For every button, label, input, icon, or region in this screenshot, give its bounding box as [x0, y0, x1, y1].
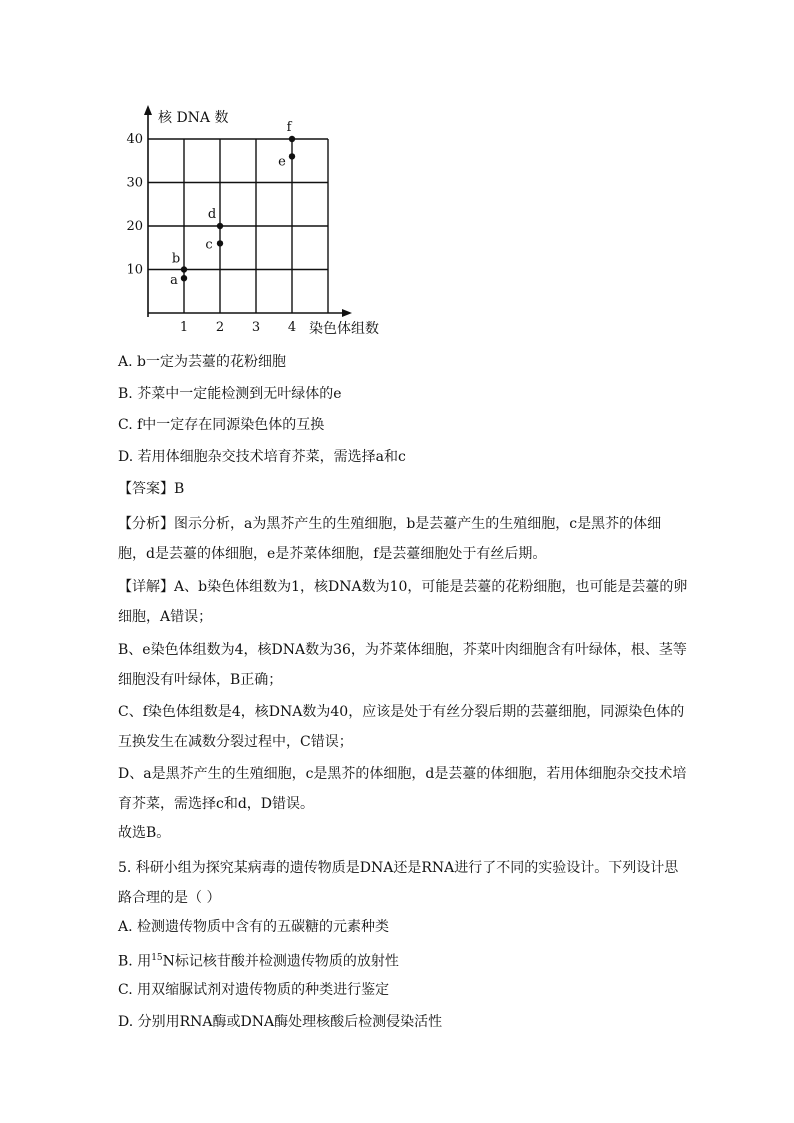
point-f — [289, 136, 295, 142]
q5-option-c: C. 用双缩脲试剂对遗传物质的种类进行鉴定 — [118, 982, 390, 998]
q4-detail-c: C、f染色体组数是4，核DNA数为40，应该是处于有丝分裂后期的芸薹细胞，同源染色体的互换发生在减数分裂过程中，C错误； — [118, 704, 685, 750]
q5-option-b-post: N标记核苷酸并检测遗传物质的放射性 — [162, 953, 399, 970]
y-axis-arrow — [144, 105, 152, 115]
y-axis-label: 核 DNA 数 — [158, 110, 229, 126]
q4-option-b: B. 芥菜中一定能检测到无叶绿体的e — [118, 386, 342, 402]
x-axis-arrow — [342, 309, 352, 317]
point-e — [289, 153, 295, 159]
q5-option-b-superscript: 15 — [151, 953, 163, 963]
point-a — [181, 275, 187, 281]
x-tick-label: 4 — [287, 320, 297, 335]
q5-option-a: A. 检测遗传物质中含有的五碳糖的元素种类 — [118, 919, 390, 935]
y-tick-label: 10 — [126, 262, 143, 278]
x-tick-label: 3 — [251, 320, 261, 335]
q4-detail-a: 【详解】A、b染色体组数为1，核DNA数为10，可能是芸薹的花粉细胞，也可能是芸薹的卵细胞，A错误； — [118, 579, 688, 625]
point-b — [181, 266, 187, 272]
q4-option-a: A. b一定为芸薹的花粉细胞 — [118, 354, 286, 370]
point-label-d: d — [207, 207, 217, 222]
point-label-e: e — [278, 154, 286, 170]
point-label-a: a — [170, 273, 178, 289]
point-c — [217, 240, 223, 246]
point-label-b: b — [171, 251, 181, 267]
y-tick-label: 30 — [126, 175, 143, 191]
q4-detail-b: B、e染色体组数为4，核DNA数为36，为芥菜体细胞，芥菜叶肉细胞含有叶绿体，根、茎等细胞没有叶绿体，B正确； — [118, 642, 687, 688]
x-tick-label: 1 — [179, 320, 189, 335]
q5-option-b-pre: B. 用 — [118, 953, 152, 970]
q4-option-c: C. f中一定存在同源染色体的互换 — [118, 417, 325, 433]
q4-answer: 【答案】B — [118, 481, 185, 497]
y-tick-label: 20 — [126, 219, 143, 234]
x-axis-label: 染色体组数 — [309, 321, 379, 337]
q4-option-d: D. 若用体细胞杂交技术培育芥菜，需选择a和c — [118, 449, 406, 465]
q5-option-b — [118, 947, 688, 973]
q4-analysis: 【分析】图示分析，a为黑芥产生的生殖细胞，b是芸薹产生的生殖细胞，c是黑芥的体细胞，d是芸薹的体细胞，e是芥菜体细胞，f是芸薹细胞处于有丝后期。 — [118, 516, 662, 562]
q4-detail-d: D、a是黑芥产生的生殖细胞，c是黑芥的体细胞，d是芸薹的体细胞，若用体细胞杂交技术培育芥菜，需选择c和d，D错误。 — [118, 766, 687, 812]
point-label-c: c — [205, 237, 213, 253]
dna-chromosome-chart — [110, 95, 400, 345]
q5-stem: 5. 科研小组为探究某病毒的遗传物质是DNA还是RNA进行了不同的实验设计。下列设计思路合理的是（ ） — [118, 860, 679, 906]
q5-option-d: D. 分别用RNA酶或DNA酶处理核酸后检测侵染活性 — [118, 1014, 443, 1030]
point-d — [217, 223, 223, 229]
point-label-f: f — [286, 120, 292, 135]
x-tick-label: 2 — [215, 320, 225, 335]
y-tick-label: 40 — [126, 132, 143, 147]
q4-conclusion: 故选B。 — [118, 825, 171, 841]
